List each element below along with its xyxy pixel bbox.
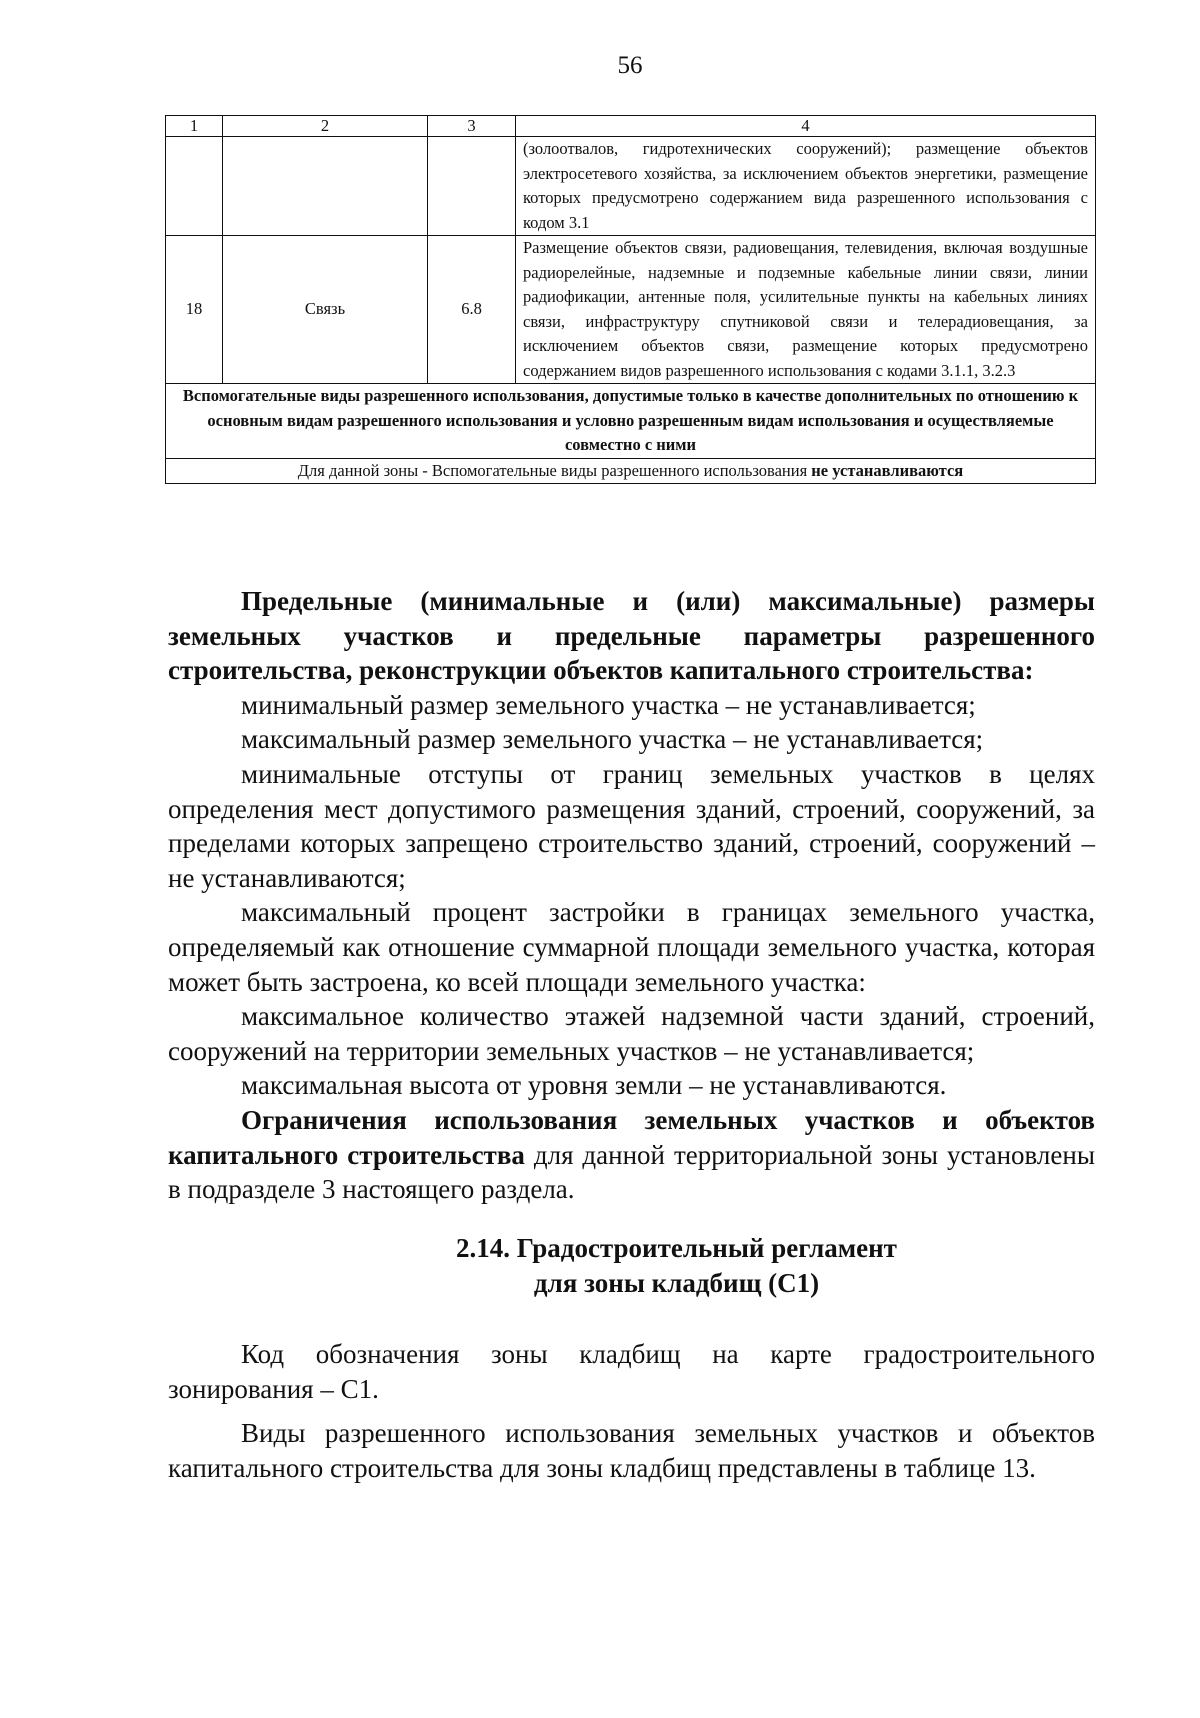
limit-item: максимальное количество этажей надземной части зданий, строений, сооружений на территории земельных участков – не устанавливается; xyxy=(168,1001,1095,1066)
limits-section xyxy=(168,584,1095,1207)
aux-note-row xyxy=(166,458,1096,484)
header-col-3: 3 xyxy=(428,116,516,137)
table-row-continued xyxy=(166,137,1096,236)
row-use-code: 6.8 xyxy=(428,236,516,384)
table-header-row xyxy=(166,116,1096,137)
limit-item: максимальный размер земельного участка – не устанавливается; xyxy=(241,724,984,755)
section-body xyxy=(168,1337,1095,1495)
uses-reference-paragraph: Виды разрешенного использования земельных участков и объектов капитального строительства для зоны кладбищ представлены в таблице 13. xyxy=(168,1418,1095,1483)
limits-heading: Предельные (минимальные и (или) максимальные) размеры земельных участков и предельные параметры разрешенного строительства, реконструкции объектов капитального строительства: xyxy=(168,586,1095,686)
table-row-18 xyxy=(166,236,1096,384)
zone-code-paragraph: Код обозначения зоны кладбищ на карте градостроительного зонирования – С1. xyxy=(168,1339,1095,1404)
header-col-2: 2 xyxy=(223,116,428,137)
aux-title-row xyxy=(166,384,1096,459)
limit-item: максимальная высота от уровня земли – не устанавливаются. xyxy=(241,1070,947,1101)
page-number: 56 xyxy=(617,52,643,79)
row-number: 18 xyxy=(166,236,223,384)
header-col-1: 1 xyxy=(166,116,223,137)
land-use-table xyxy=(165,115,1096,484)
aux-uses-note: Для данной зоны - Вспомогательные виды разрешенного использования не устанавливаются xyxy=(166,458,1096,484)
aux-uses-title: Вспомогательные виды разрешенного использования, допустимые только в качестве дополнительных по отношению к основным видам разрешенного использования и условно разрешенным видам использования и осуществляемые совместно с ними xyxy=(166,384,1096,459)
limit-item: минимальный размер земельного участка – не устанавливается; xyxy=(241,689,976,720)
header-col-4: 4 xyxy=(516,116,1096,137)
continued-description: (золоотвалов, гидротехнических сооружений); размещение объектов электросетевого хозяйства, за исключением объектов энергетики, размещение которых предусмотрено содержанием вида разрешенного использования с кодом 3.1 xyxy=(516,137,1096,236)
row-use-name: Связь xyxy=(223,236,428,384)
limit-item: максимальный процент застройки в границах земельного участка, определяемый как отношение суммарной площади земельного участка, которая может быть застроена, ко всей площади земельного участка: xyxy=(168,897,1095,997)
limit-item: минимальные отступы от границ земельных участков в целях определения мест допустимого размещения зданий, строений, сооружений, за пределами которых запрещено строительство зданий, строений, сооружений – не устанавливаются; xyxy=(168,758,1095,893)
section-title: 2.14. Градостроительный регламент для зоны кладбищ (С1) xyxy=(456,1233,897,1298)
row-description: Размещение объектов связи, радиовещания, телевидения, включая воздушные радиорелейные, надземные и подземные кабельные линии связи, линии радиофикации, антенные поля, усилительные пункты на кабельных линиях связи, инфраструктуру спутниковой связи и телерадиовещания, за исключением объектов связи, размещение которых предусмотрено содержанием видов разрешенного использования с кодами 3.1.1, 3.2.3 xyxy=(516,236,1096,384)
restrictions-paragraph: Ограничения использования земельных участков и объектов капитального строительства для данной территориальной зоны установлены в подразделе 3 настоящего раздела. xyxy=(168,1104,1095,1205)
